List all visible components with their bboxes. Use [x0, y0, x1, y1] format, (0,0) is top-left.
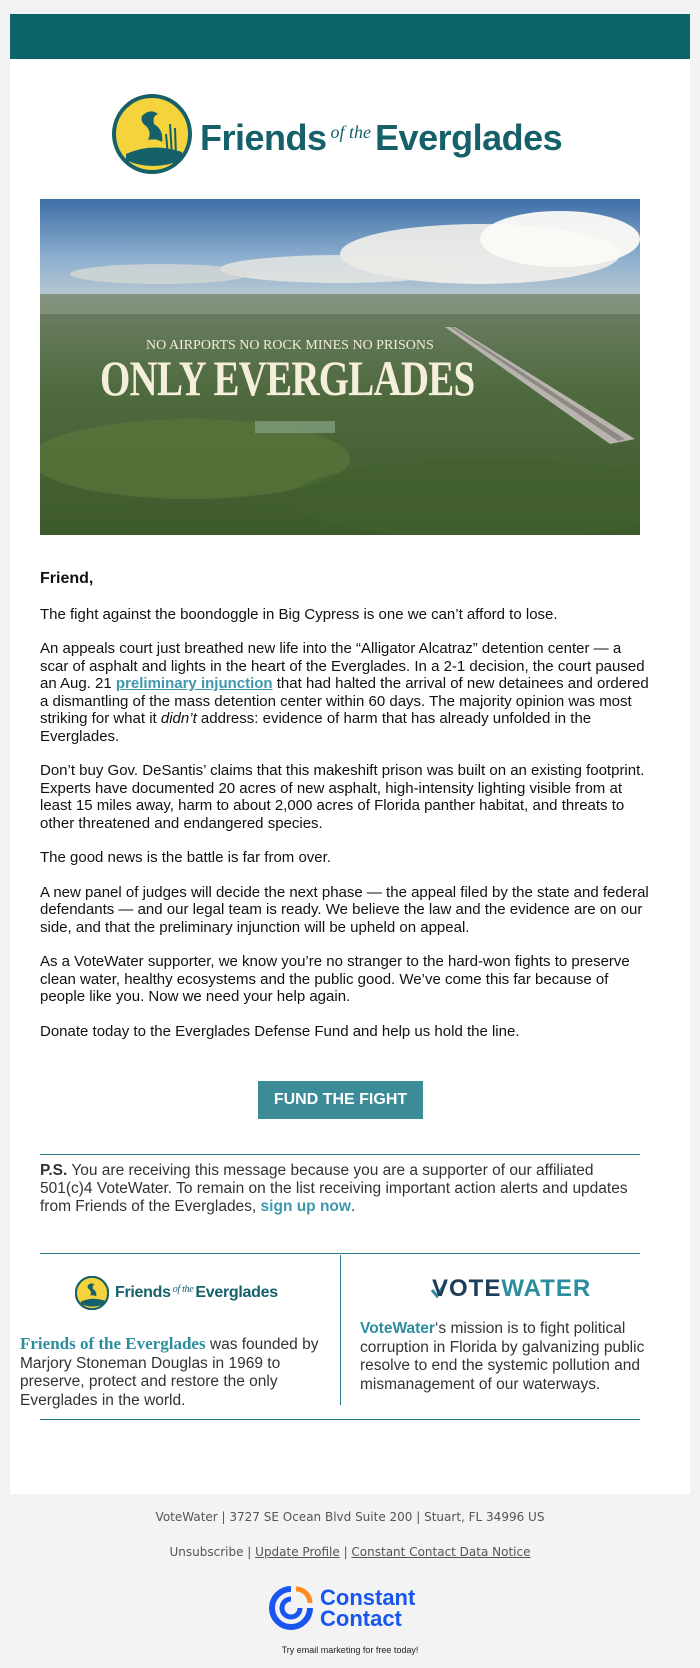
- paragraph-5: A new panel of judges will decide the next phase — the appeal filed by the state and federal defendants — and our legal team is ready. We believe the law and the evidence are on our side, and that the preliminary injunction will be upheld on appeal.: [40, 883, 649, 936]
- preliminary-injunction-link[interactable]: preliminary injunction: [115, 675, 273, 692]
- logo-wordmark: [200, 117, 562, 159]
- paragraph-4: The good news is the battle is far from over.: [40, 849, 331, 866]
- fund-the-fight-button[interactable]: FUND THE FIGHT: [258, 1081, 423, 1119]
- divider-middle: [40, 1253, 640, 1254]
- small-logo-friends: Friends: [115, 1284, 171, 1301]
- votewater-description: [360, 1320, 650, 1394]
- constant-contact-logo[interactable]: [268, 1585, 438, 1645]
- cc-line-2: Contact: [320, 1606, 402, 1631]
- footer-separator-1: |: [243, 1545, 256, 1559]
- cc-line-1: Constant: [320, 1585, 416, 1610]
- message-body: [40, 570, 650, 1057]
- constant-contact-wordmark: [320, 1587, 415, 1629]
- update-profile-link[interactable]: Update Profile: [255, 1545, 340, 1559]
- votewater-logo[interactable]: [430, 1275, 591, 1303]
- heron-circle-icon: [75, 1276, 109, 1310]
- paragraph-2-part-b: that had halted the arrival of new detainees and ordered a dismantling of the mass detention center within 60 days. The majority opinion was most striking for what it: [40, 675, 649, 727]
- logo-word-friends: Friends: [200, 117, 327, 158]
- footer-address: VoteWater | 3727 SE Ocean Blvd Suite 200 | Stuart, FL 34996 US: [155, 1510, 545, 1524]
- paragraph-1: The fight against the boondoggle in Big Cypress is one we can’t afford to lose.: [40, 605, 558, 623]
- fote-small-logo[interactable]: [75, 1275, 278, 1311]
- fote-description: [20, 1335, 320, 1410]
- data-notice-link[interactable]: Constant Contact Data Notice: [351, 1545, 531, 1559]
- votewater-logo-vote: VOTE: [432, 1275, 502, 1302]
- top-brand-bar: [10, 14, 690, 59]
- small-logo-everglades: Everglades: [195, 1284, 278, 1301]
- logo-word-ofthe: of the: [330, 122, 372, 142]
- logo-word-everglades: Everglades: [375, 117, 563, 158]
- footer-separator-2: |: [339, 1545, 352, 1559]
- ps-label: P.S.: [40, 1162, 68, 1179]
- divider-top: [40, 1154, 640, 1155]
- small-logo-ofthe: of the: [172, 1284, 194, 1295]
- ps-note: [40, 1162, 640, 1216]
- votewater-logo-water: WATER: [501, 1275, 592, 1302]
- footer-links: [0, 1545, 700, 1559]
- paragraph-2-part-a: An appeals court just breathed new life into the “Alligator Alcatraz” detention center — a scar of asphalt and lights in the heart of the Everglades. In a 2-1 decision, the court paused an Aug. 21: [40, 640, 645, 692]
- fote-desc: was founded by Marjory Stoneman Douglas in 1969 to preserve, protect and restore the only Everglades in the world.: [20, 1336, 319, 1409]
- hero-title: ONLY EVERGLADES: [100, 350, 475, 406]
- paragraph-7: Donate today to the Everglades Defense Fund and help us hold the line.: [40, 1022, 520, 1040]
- constant-contact-icon: [268, 1585, 314, 1631]
- paragraph-2-emphasis: didn’t: [160, 710, 197, 727]
- divider-bottom: [40, 1419, 640, 1420]
- paragraph-3: Don’t buy Gov. DeSantis’ claims that this makeshift prison was built on an existing footprint. Experts have documented 20 acres of new asphalt, high-intensity lighting visible from at least 15 miles away, harm to about 2,000 acres of Florida panther habitat, and threats to other threatened and endangered species.: [40, 762, 645, 832]
- ps-text: You are receiving this message because you are a supporter of our affiliated 501(c)4 VoteWater. To remain on the list receiving important action alerts and updates from Friends of the Everglades,: [40, 1162, 628, 1215]
- unsubscribe-link[interactable]: Unsubscribe: [169, 1545, 244, 1559]
- fote-small-wordmark: [115, 1284, 278, 1302]
- heron-circle-icon: [112, 94, 192, 174]
- hero-tagline: NO AIRPORTS NO ROCK MINES NO PRISONS: [146, 338, 434, 353]
- votewater-desc: ‘s mission is to fight political corruption in Florida by galvanizing public resolve to end the systemic pollution and mismanagement of our waterways.: [360, 1320, 645, 1393]
- column-divider: [340, 1255, 341, 1405]
- constant-contact-tagline: Try email marketing for free today!: [281, 1645, 419, 1655]
- paragraph-2-part-c: address: evidence of harm that has already unfolded in the Everglades.: [40, 710, 592, 745]
- votewater-name: VoteWater: [360, 1320, 435, 1337]
- paragraph-6: As a VoteWater supporter, we know you’re no stranger to the hard-won fights to preserve clean water, healthy ecosystems and the public good. We’ve come this far because of people like you. Now we need your help again.: [40, 953, 630, 1005]
- hero-image[interactable]: [40, 199, 640, 535]
- paragraph-2: [40, 640, 650, 745]
- ps-end: .: [350, 1198, 356, 1215]
- fote-name: Friends of the Everglades: [20, 1334, 206, 1353]
- greeting: Friend,: [40, 570, 94, 587]
- sign-up-now-link[interactable]: sign up now: [260, 1198, 351, 1215]
